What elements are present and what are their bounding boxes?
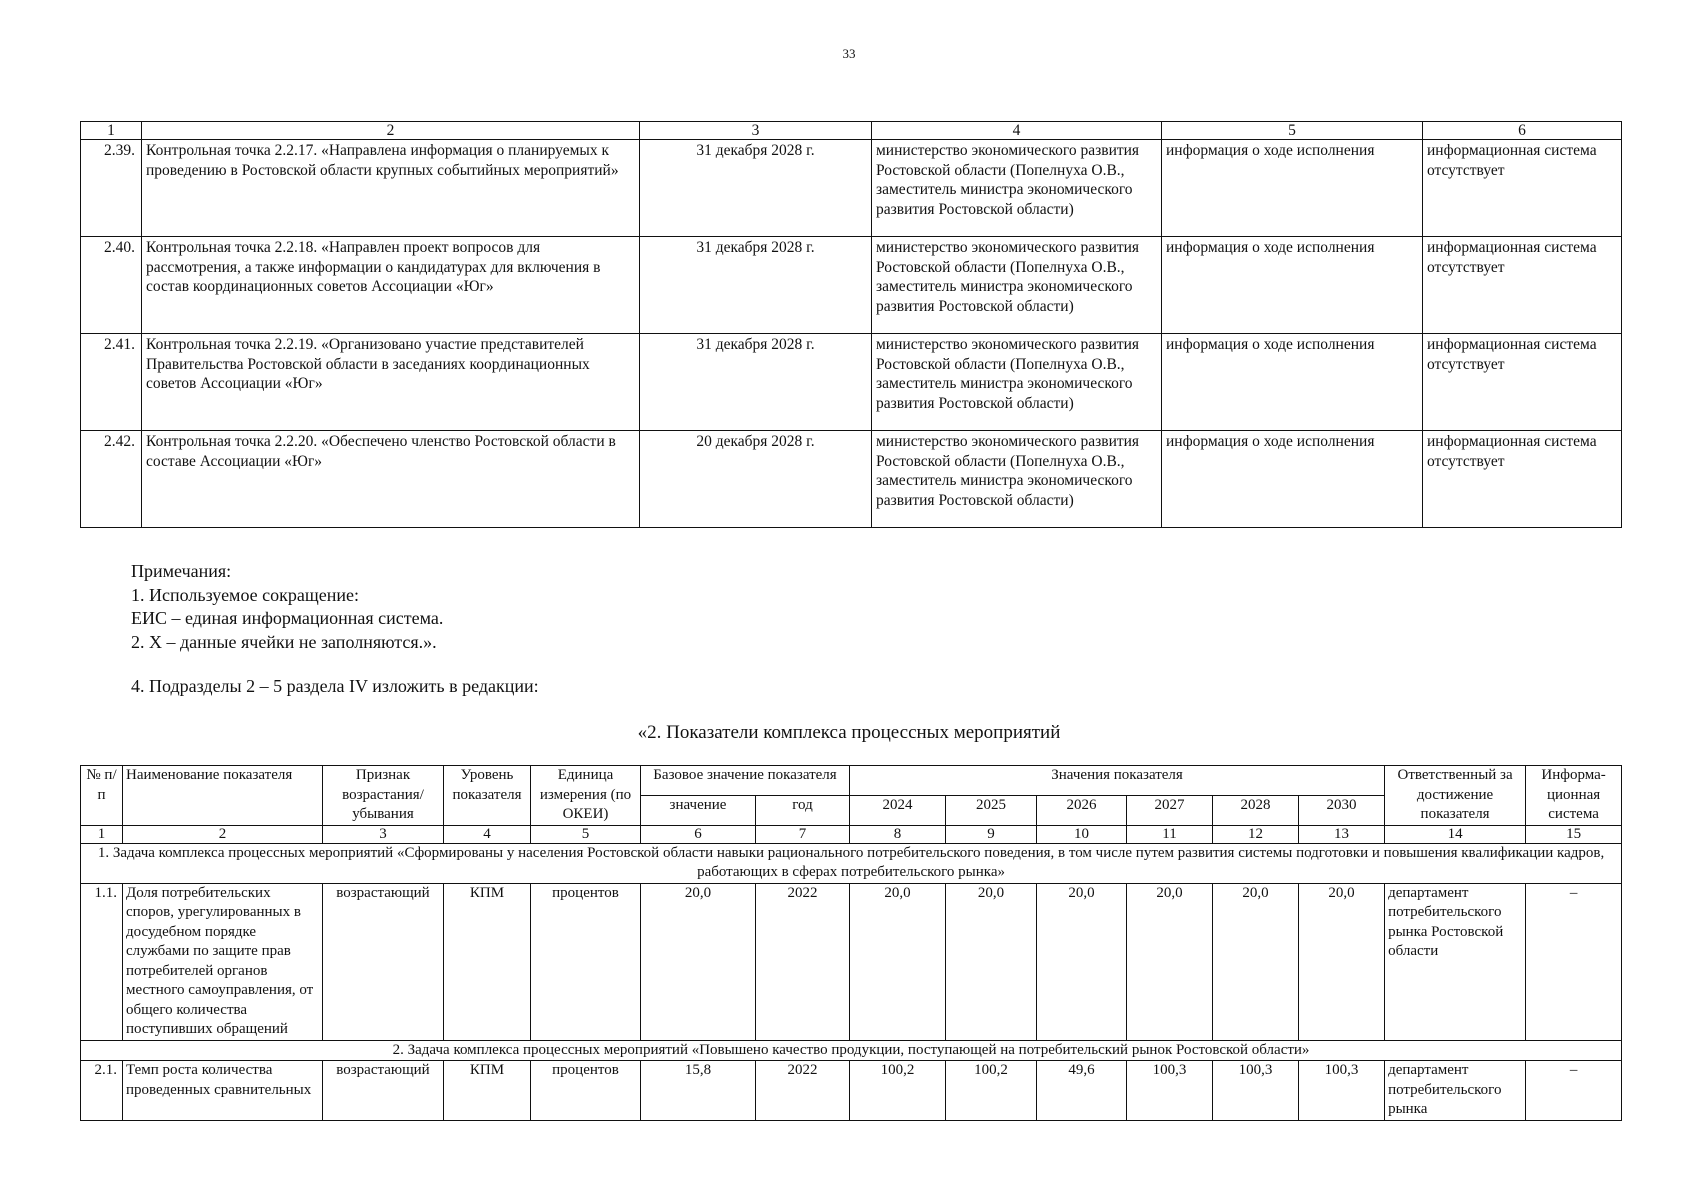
column-number: 5 bbox=[1162, 122, 1423, 140]
control-point-name: Контрольная точка 2.2.20. «Обеспечено членство Ростовской области в составе Ассоциации «Юг» bbox=[142, 431, 640, 528]
notes bbox=[131, 560, 443, 654]
year-value: 100,3 bbox=[1299, 1061, 1385, 1121]
column-number: 7 bbox=[756, 825, 850, 843]
control-point-name: Контрольная точка 2.2.18. «Направлен проект вопросов для рассмотрения, а также информации о кандидатурах для включения в состав координационных советов Ассоциации «Юг» bbox=[142, 237, 640, 334]
header-information-system: Информа-ционная система bbox=[1526, 766, 1622, 826]
column-number: 4 bbox=[444, 825, 531, 843]
year-value: 20,0 bbox=[1213, 883, 1299, 1040]
base-year: 2022 bbox=[756, 1061, 850, 1121]
control-point-name: Контрольная точка 2.2.19. «Организовано участие представителей Правительства Ростовской области в заседаниях координационных советов Ассоциации «Юг» bbox=[142, 334, 640, 431]
level: КПМ bbox=[444, 883, 531, 1040]
responsible: министерство экономического развития Ростовской области (Попелнуха О.В., заместитель министра экономического развития Ростовской области) bbox=[872, 237, 1162, 334]
header-values: Значения показателя bbox=[850, 766, 1385, 796]
section-title: «2. Показатели комплекса процессных мероприятий bbox=[637, 722, 1061, 743]
responsible: министерство экономического развития Ростовской области (Попелнуха О.В., заместитель министра экономического развития Ростовской области) bbox=[872, 431, 1162, 528]
header-unit: Единица измерения (по ОКЕИ) bbox=[531, 766, 641, 826]
year-value: 100,2 bbox=[850, 1061, 946, 1121]
column-number: 14 bbox=[1385, 825, 1526, 843]
information-system: информационная система отсутствует bbox=[1423, 431, 1622, 528]
document-type: информация о ходе исполнения bbox=[1162, 334, 1423, 431]
header-base-value-value: значение bbox=[641, 795, 756, 825]
notes-line: ЕИС – единая информационная система. bbox=[131, 608, 444, 628]
base-year: 2022 bbox=[756, 883, 850, 1040]
row-number: 1.1. bbox=[81, 883, 123, 1040]
table-row bbox=[81, 431, 1622, 528]
row-number: 2.40. bbox=[81, 237, 142, 334]
information-system: информационная система отсутствует bbox=[1423, 140, 1622, 237]
document-type: информация о ходе исполнения bbox=[1162, 431, 1423, 528]
header-year: 2025 bbox=[946, 795, 1037, 825]
deadline: 31 декабря 2028 г. bbox=[640, 140, 872, 237]
row-number: 2.41. bbox=[81, 334, 142, 431]
header-base-value: Базовое значение показателя bbox=[641, 766, 850, 796]
column-number: 13 bbox=[1299, 825, 1385, 843]
column-number: 4 bbox=[872, 122, 1162, 140]
column-number: 6 bbox=[641, 825, 756, 843]
table-header-row bbox=[81, 766, 1622, 796]
year-value: 20,0 bbox=[1037, 883, 1127, 1040]
base-value: 15,8 bbox=[641, 1061, 756, 1121]
header-indicator-name: Наименование показателя bbox=[123, 766, 323, 826]
table-header-row bbox=[81, 122, 1622, 140]
page-number: 33 bbox=[842, 46, 856, 61]
column-number: 3 bbox=[323, 825, 444, 843]
deadline: 31 декабря 2028 г. bbox=[640, 237, 872, 334]
year-value: 20,0 bbox=[1299, 883, 1385, 1040]
notes-line: 2. Х – данные ячейки не заполняются.». bbox=[131, 631, 437, 652]
year-value: 100,3 bbox=[1127, 1061, 1213, 1121]
year-value: 49,6 bbox=[1037, 1061, 1127, 1121]
task-row bbox=[81, 1040, 1622, 1061]
indicator-name: Темп роста количества проведенных сравнительных bbox=[123, 1061, 323, 1121]
column-number: 1 bbox=[81, 825, 123, 843]
table-row bbox=[81, 140, 1622, 237]
header-year: 2028 bbox=[1213, 795, 1299, 825]
column-number: 3 bbox=[640, 122, 872, 140]
indicator-name: Доля потребительских споров, урегулированных в досудебном порядке службами по защите прав потребителей органов местного самоуправления, от общего количества поступивших обращений bbox=[123, 883, 323, 1040]
year-value: 20,0 bbox=[946, 883, 1037, 1040]
indicators-table bbox=[80, 765, 1622, 1121]
unit: процентов bbox=[531, 1061, 641, 1121]
column-numbers-row bbox=[81, 825, 1622, 843]
table-row bbox=[81, 1061, 1622, 1121]
responsible: департамент потребительского рынка Ростовской области bbox=[1385, 883, 1526, 1040]
deadline: 31 декабря 2028 г. bbox=[640, 334, 872, 431]
header-year: 2026 bbox=[1037, 795, 1127, 825]
header-year: 2024 bbox=[850, 795, 946, 825]
column-number: 12 bbox=[1213, 825, 1299, 843]
level: КПМ bbox=[444, 1061, 531, 1121]
column-number: 15 bbox=[1526, 825, 1622, 843]
header-year: 2030 bbox=[1299, 795, 1385, 825]
notes-title: Примечания: bbox=[131, 561, 232, 581]
information-system: информационная система отсутствует bbox=[1423, 237, 1622, 334]
table-row bbox=[81, 237, 1622, 334]
unit: процентов bbox=[531, 883, 641, 1040]
base-value: 20,0 bbox=[641, 883, 756, 1040]
header-year: 2027 bbox=[1127, 795, 1213, 825]
column-number: 1 bbox=[81, 122, 142, 140]
trend: возрастающий bbox=[323, 883, 444, 1040]
table-row bbox=[81, 334, 1622, 431]
document-type: информация о ходе исполнения bbox=[1162, 237, 1423, 334]
header-trend: Признак возрастания/ убывания bbox=[323, 766, 444, 826]
year-value: 100,2 bbox=[946, 1061, 1037, 1121]
year-value: 20,0 bbox=[1127, 883, 1213, 1040]
column-number: 11 bbox=[1127, 825, 1213, 843]
responsible: министерство экономического развития Ростовской области (Попелнуха О.В., заместитель министра экономического развития Ростовской области) bbox=[872, 334, 1162, 431]
column-number: 10 bbox=[1037, 825, 1127, 843]
row-number: 2.42. bbox=[81, 431, 142, 528]
trend: возрастающий bbox=[323, 1061, 444, 1121]
column-number: 8 bbox=[850, 825, 946, 843]
section-instruction: 4. Подразделы 2 – 5 раздела IV изложить в редакции: bbox=[131, 676, 539, 696]
row-number: 2.1. bbox=[81, 1061, 123, 1121]
notes-line: 1. Используемое сокращение: bbox=[131, 584, 359, 605]
header-responsible: Ответственный за достижение показателя bbox=[1385, 766, 1526, 826]
header-number: № п/п bbox=[81, 766, 123, 826]
task-title: 1. Задача комплекса процессных мероприятий «Сформированы у населения Ростовской области навыки рационального потребительского поведения, в том числе путем развития системы подготовки и повышения квалификации кадров, работающих в сферах потребительского рынка» bbox=[81, 843, 1622, 883]
year-value: 20,0 bbox=[850, 883, 946, 1040]
control-points-table bbox=[80, 121, 1622, 528]
responsible: министерство экономического развития Ростовской области (Попелнуха О.В., заместитель министра экономического развития Ростовской области) bbox=[872, 140, 1162, 237]
table-row bbox=[81, 883, 1622, 1040]
deadline: 20 декабря 2028 г. bbox=[640, 431, 872, 528]
responsible: департамент потребительского рынка bbox=[1385, 1061, 1526, 1121]
task-row bbox=[81, 843, 1622, 883]
control-point-name: Контрольная точка 2.2.17. «Направлена информация о планируемых к проведению в Ростовской области крупных событийных мероприятий» bbox=[142, 140, 640, 237]
information-system: информационная система отсутствует bbox=[1423, 334, 1622, 431]
task-title: 2. Задача комплекса процессных мероприятий «Повышено качество продукции, поступающей на потребительский рынок Ростовской области» bbox=[81, 1040, 1622, 1061]
header-level: Уровень показателя bbox=[444, 766, 531, 826]
column-number: 2 bbox=[123, 825, 323, 843]
year-value: 100,3 bbox=[1213, 1061, 1299, 1121]
information-system: – bbox=[1526, 883, 1622, 1040]
column-number: 5 bbox=[531, 825, 641, 843]
column-number: 9 bbox=[946, 825, 1037, 843]
row-number: 2.39. bbox=[81, 140, 142, 237]
column-number: 2 bbox=[142, 122, 640, 140]
header-base-value-year: год bbox=[756, 795, 850, 825]
column-number: 6 bbox=[1423, 122, 1622, 140]
information-system: – bbox=[1526, 1061, 1622, 1121]
document-type: информация о ходе исполнения bbox=[1162, 140, 1423, 237]
